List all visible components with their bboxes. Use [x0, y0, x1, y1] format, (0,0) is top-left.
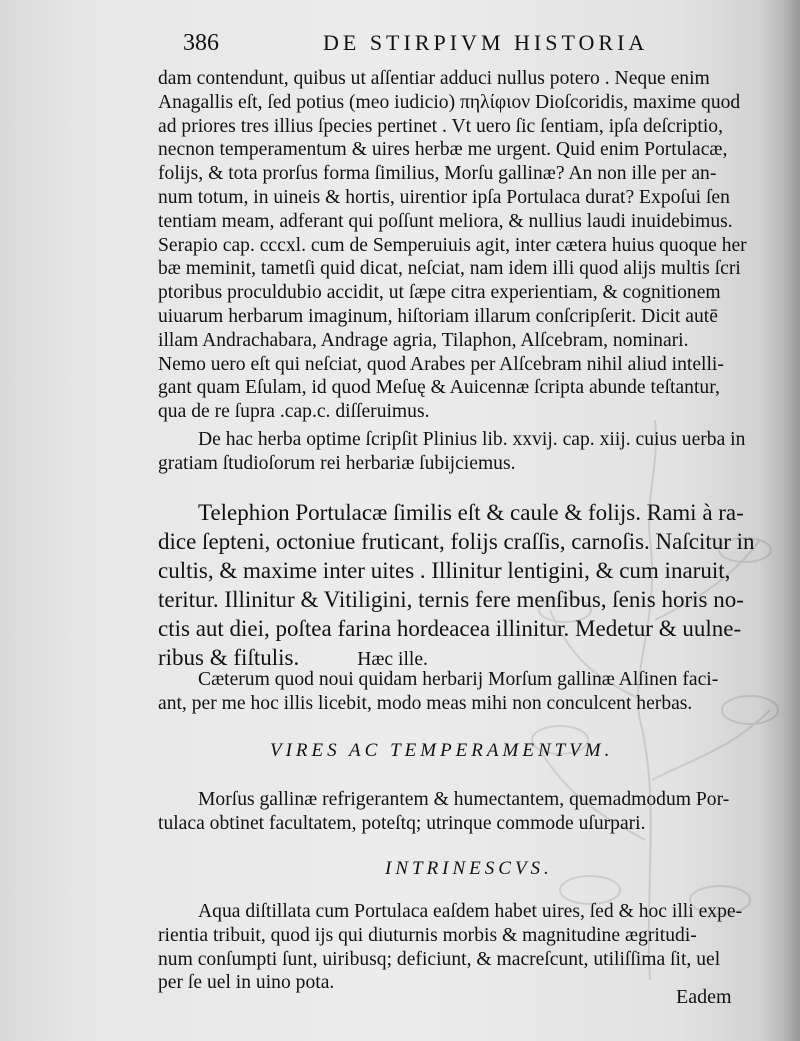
text-line: Telephion Portulacæ ſimilis eſt & caule & folijs. Rami à ra- — [198, 500, 744, 525]
text-line: tentiam meam, adferant qui poſſunt meliora, & nullius laudi inuidebimus. — [158, 210, 733, 232]
page-number: 386 — [183, 30, 219, 56]
section-heading-vires: VIRES AC TEMPERAMENTVM. — [270, 740, 614, 761]
text-line: gant quam Eſulam, id quod Meſuę & Auicennæ ſcripta abunde teſtantur, — [158, 377, 720, 399]
text-line: teritur. Illinitur & Vitiligini, ternis fere menſibus, ſenis horis no- — [158, 587, 744, 612]
text-line: necnon temperamentum & uires herbæ me urgent. Quid enim Portulacæ, — [158, 139, 728, 161]
quote-end: ribus & fiſtulis. — [158, 645, 300, 670]
text-line: uiuarum herbarum imaginum, hiſtoriam illarum conſcripſerit. Dicit autē — [158, 305, 718, 327]
text-line: De hac herba optime ſcripſit Plinius lib. xxvij. cap. xiij. cuius uerba in — [198, 429, 746, 450]
text-line: ptoribus proculdubio accidit, ut ſæpe citra experientiam, & cognitionem — [158, 282, 721, 304]
text-line: dam contendunt, quibus ut aſſentiar adduci nullus potero . Neque enim — [158, 68, 710, 89]
text-line: rientia tribuit, quod ijs qui diuturnis morbis & magnitudine ægritudi- — [158, 924, 697, 946]
text-line: Nemo uero eſt qui neſciat, quod Arabes per Alſcebram nihil aliud intelli- — [158, 353, 724, 375]
haec-ille: Hæc ille. — [357, 649, 428, 670]
body-paragraph-3 — [158, 668, 719, 716]
text-line: illam Andrachabara, Andrage agria, Tilaphon, Alſcebram, nominari. — [158, 329, 689, 351]
text-line: Cæterum quod noui quidam herbarij Morſum gallinæ Alſinen faci- — [198, 669, 719, 690]
text-line: Aqua diſtillata cum Portulaca eaſdem habet uires, ſed & hoc illi expe- — [198, 901, 743, 922]
text-line: Anagallis eſt, ſed potius (meo iudicio) πηλίφιον Dioſcoridis, maxime quod — [158, 91, 741, 113]
text-line: ad priores tres illius ſpecies pertinet . Vt uero ſic ſentiam, ipſa deſcriptio, — [158, 115, 723, 137]
catchword: Eadem — [676, 986, 732, 1008]
text-line: bæ meminit, tametſi quid dicat, neſciat, nam idem illi quod alijs multis ſcri — [158, 258, 741, 280]
text-line: per ſe uel in uino pota. — [158, 972, 335, 994]
text-line: ant, per me hoc illis licebit, modo meas mihi non conculcent herbas. — [158, 692, 693, 714]
body-paragraph-2 — [158, 428, 746, 476]
page-header — [183, 30, 653, 62]
text-line: num conſumpti ſunt, uiribusq; deficiunt, & macreſcunt, utiliſſima ſit, uel — [158, 948, 721, 970]
text-line: gratiam ſtudioſorum rei herbariæ ſubijciemus. — [158, 452, 516, 474]
text-line: folijs, & tota prorſus forma ſimilius, Morſu gallinæ? An non ille per an- — [158, 163, 717, 185]
text-line: ctis aut diei, poſtea farina hordeacea illinitur. Medetur & uulne- — [158, 616, 742, 641]
text-line: Serapio cap. cccxl. cum de Semperuiuis agit, inter cætera huius quoque her — [158, 234, 747, 256]
text-line: num totum, in uineis & hortis, uirentior ipſa Portulaca durat? Expoſui ſen — [158, 186, 730, 208]
text-line: cultis, & maxime inter uites . Illinitur lentigini, & cum inaruit, — [158, 558, 731, 583]
running-title: DE STIRPIVM HISTORIA — [323, 30, 649, 55]
body-paragraph-4 — [158, 788, 730, 836]
text-line: Morſus gallinæ refrigerantem & humectantem, quemadmodum Por- — [198, 789, 730, 810]
body-paragraph-1 — [158, 67, 747, 424]
body-paragraph-5 — [158, 900, 743, 995]
section-heading-intrinescus: INTRINESCVS. — [385, 858, 553, 879]
text-line: qua de re ſupra .cap.c. diſſeruimus. — [158, 401, 430, 423]
text-line: dice ſepteni, octoniue fruticant, folijs craſſis, carnoſis. Naſcitur in — [158, 529, 755, 554]
page-gutter-shadow — [760, 0, 800, 1041]
text-line: tulaca obtinet facultatem, poteſtq; utrinque commode uſurpari. — [158, 812, 646, 834]
pliny-quotation — [158, 498, 755, 672]
